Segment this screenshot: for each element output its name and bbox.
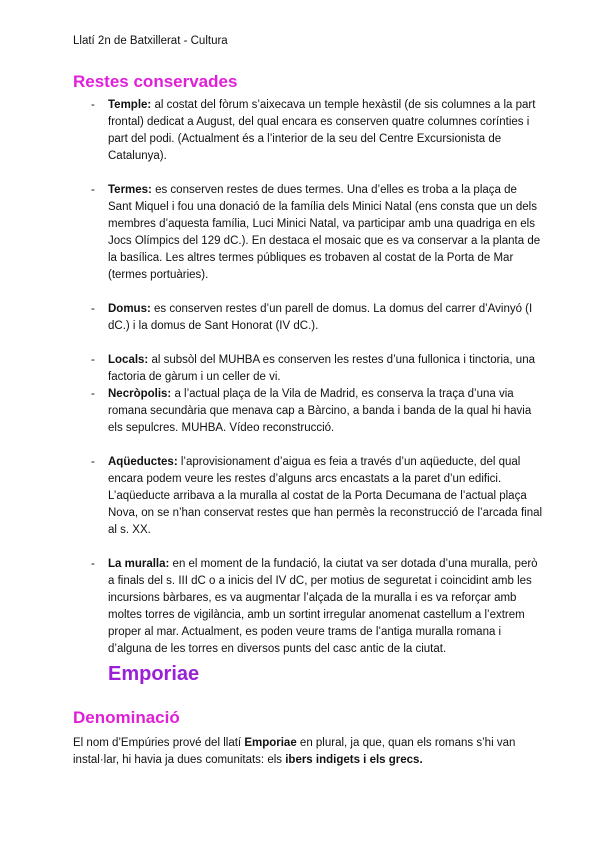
item-term: La muralla: xyxy=(108,558,170,570)
para-bold-communities: ibers indigets i els grecs. xyxy=(285,754,423,766)
spacer xyxy=(73,284,543,301)
item-term: Aqüeductes: xyxy=(108,456,178,468)
item-term: Termes: xyxy=(108,184,152,196)
item-term: Temple: xyxy=(108,99,152,111)
list-dash: - xyxy=(91,303,95,315)
list-dash: - xyxy=(91,388,95,400)
list-item-temple xyxy=(73,97,543,165)
spacer xyxy=(73,165,543,182)
item-text: a l’actual plaça de la Vila de Madrid, es conserva la traça d’una via romana secundària que menava cap a Bàrcino, a banda i banda de la qual hi havia els sepulcres. MUHBA. Vídeo reconstrucció. xyxy=(108,388,532,434)
item-text: al costat del fòrum s’aixecava un temple hexàstil (de sis columnes a la part frontal) dedicat a August, del qual encara es conserven quatre columnes corínties i part del podi. (Actualment és a l’interior de la seu del Centre Excursionista de Catalunya). xyxy=(108,99,536,162)
item-term: Necròpolis: xyxy=(108,388,172,400)
item-text: l’aprovisionament d’aigua es feia a través d’un aqüeducte, del qual encara podem veure les restes d’alguns arcs encastats a la paret d’un edifici. L’aqüeducte arribava a la muralla al costat de la Porta Decumana de l’actual plaça Nova, on se n’han conservat restes que han permès la reconstrucció de l’arcada final al s. XX. xyxy=(108,456,543,536)
para-text: El nom d’Empúries prové del llatí xyxy=(73,737,245,749)
section-title-restes: Restes conservades xyxy=(73,72,238,91)
list-dash: - xyxy=(91,354,95,366)
item-term: Locals: xyxy=(108,354,149,366)
item-text: es conserven restes d’un parell de domus. La domus del carrer d’Avinyó (I dC.) i la domus de Sant Honorat (IV dC.). xyxy=(108,303,533,332)
spacer xyxy=(73,437,543,454)
list-item-muralla xyxy=(73,556,543,658)
list-dash: - xyxy=(91,558,95,570)
list-dash: - xyxy=(91,456,95,468)
spacer xyxy=(73,539,543,556)
remains-list xyxy=(73,97,543,658)
list-item-locals xyxy=(73,352,543,386)
para-bold-emporiae: Emporiae xyxy=(244,737,297,749)
list-item-domus xyxy=(73,301,543,335)
item-term: Domus: xyxy=(108,303,151,315)
page-header: Llatí 2n de Batxillerat - Cultura xyxy=(73,35,228,47)
list-item-aqueductes xyxy=(73,454,543,539)
title-emporiae: Emporiae xyxy=(108,663,200,685)
denominacio-paragraph xyxy=(73,735,528,769)
para-text: en plural, ja que, quan els romans s’hi van instal·lar, hi havia ja dues comunitats: els xyxy=(73,737,516,766)
list-item-termes xyxy=(73,182,543,284)
list-dash: - xyxy=(91,99,95,111)
list-dash: - xyxy=(91,184,95,196)
item-text: al subsòl del MUHBA es conserven les restes d’una fullonica i tinctoria, una factoria de gàrum i un celler de vi. xyxy=(108,354,535,383)
item-text: en el moment de la fundació, la ciutat va ser dotada d’una muralla, però a finals del s. III dC o a inicis del IV dC, per motius de seguretat i coincidint amb les incursions bàrbares, es va augmentar l’alçada de la muralla i es va reforçar amb moltes torres de vigilància, amb un sortint irregular anomenat castellum a l’extrem proper al mar. Actualment, es poden veure trams de l’antiga muralla romana i d’alguna de les torres en diversos punts del casc antic de la ciutat. xyxy=(108,558,538,655)
spacer xyxy=(73,335,543,352)
item-text: es conserven restes de dues termes. Una d’elles es troba a la plaça de Sant Miquel i fou una donació de la família dels Minici Natal (ens consta que un dels membres d’aquesta família, Luci Minici Natal, va participar amb una quadriga en els Jocs Olímpics del 129 dC.). En destaca el mosaic que es va conservar a la planta de la basílica. Les altres termes públiques es trobaven al costat de la Porta de Mar (termes portuàries). xyxy=(108,184,541,281)
section-title-denominacio: Denominació xyxy=(73,708,180,727)
list-item-necropolis xyxy=(73,386,543,437)
